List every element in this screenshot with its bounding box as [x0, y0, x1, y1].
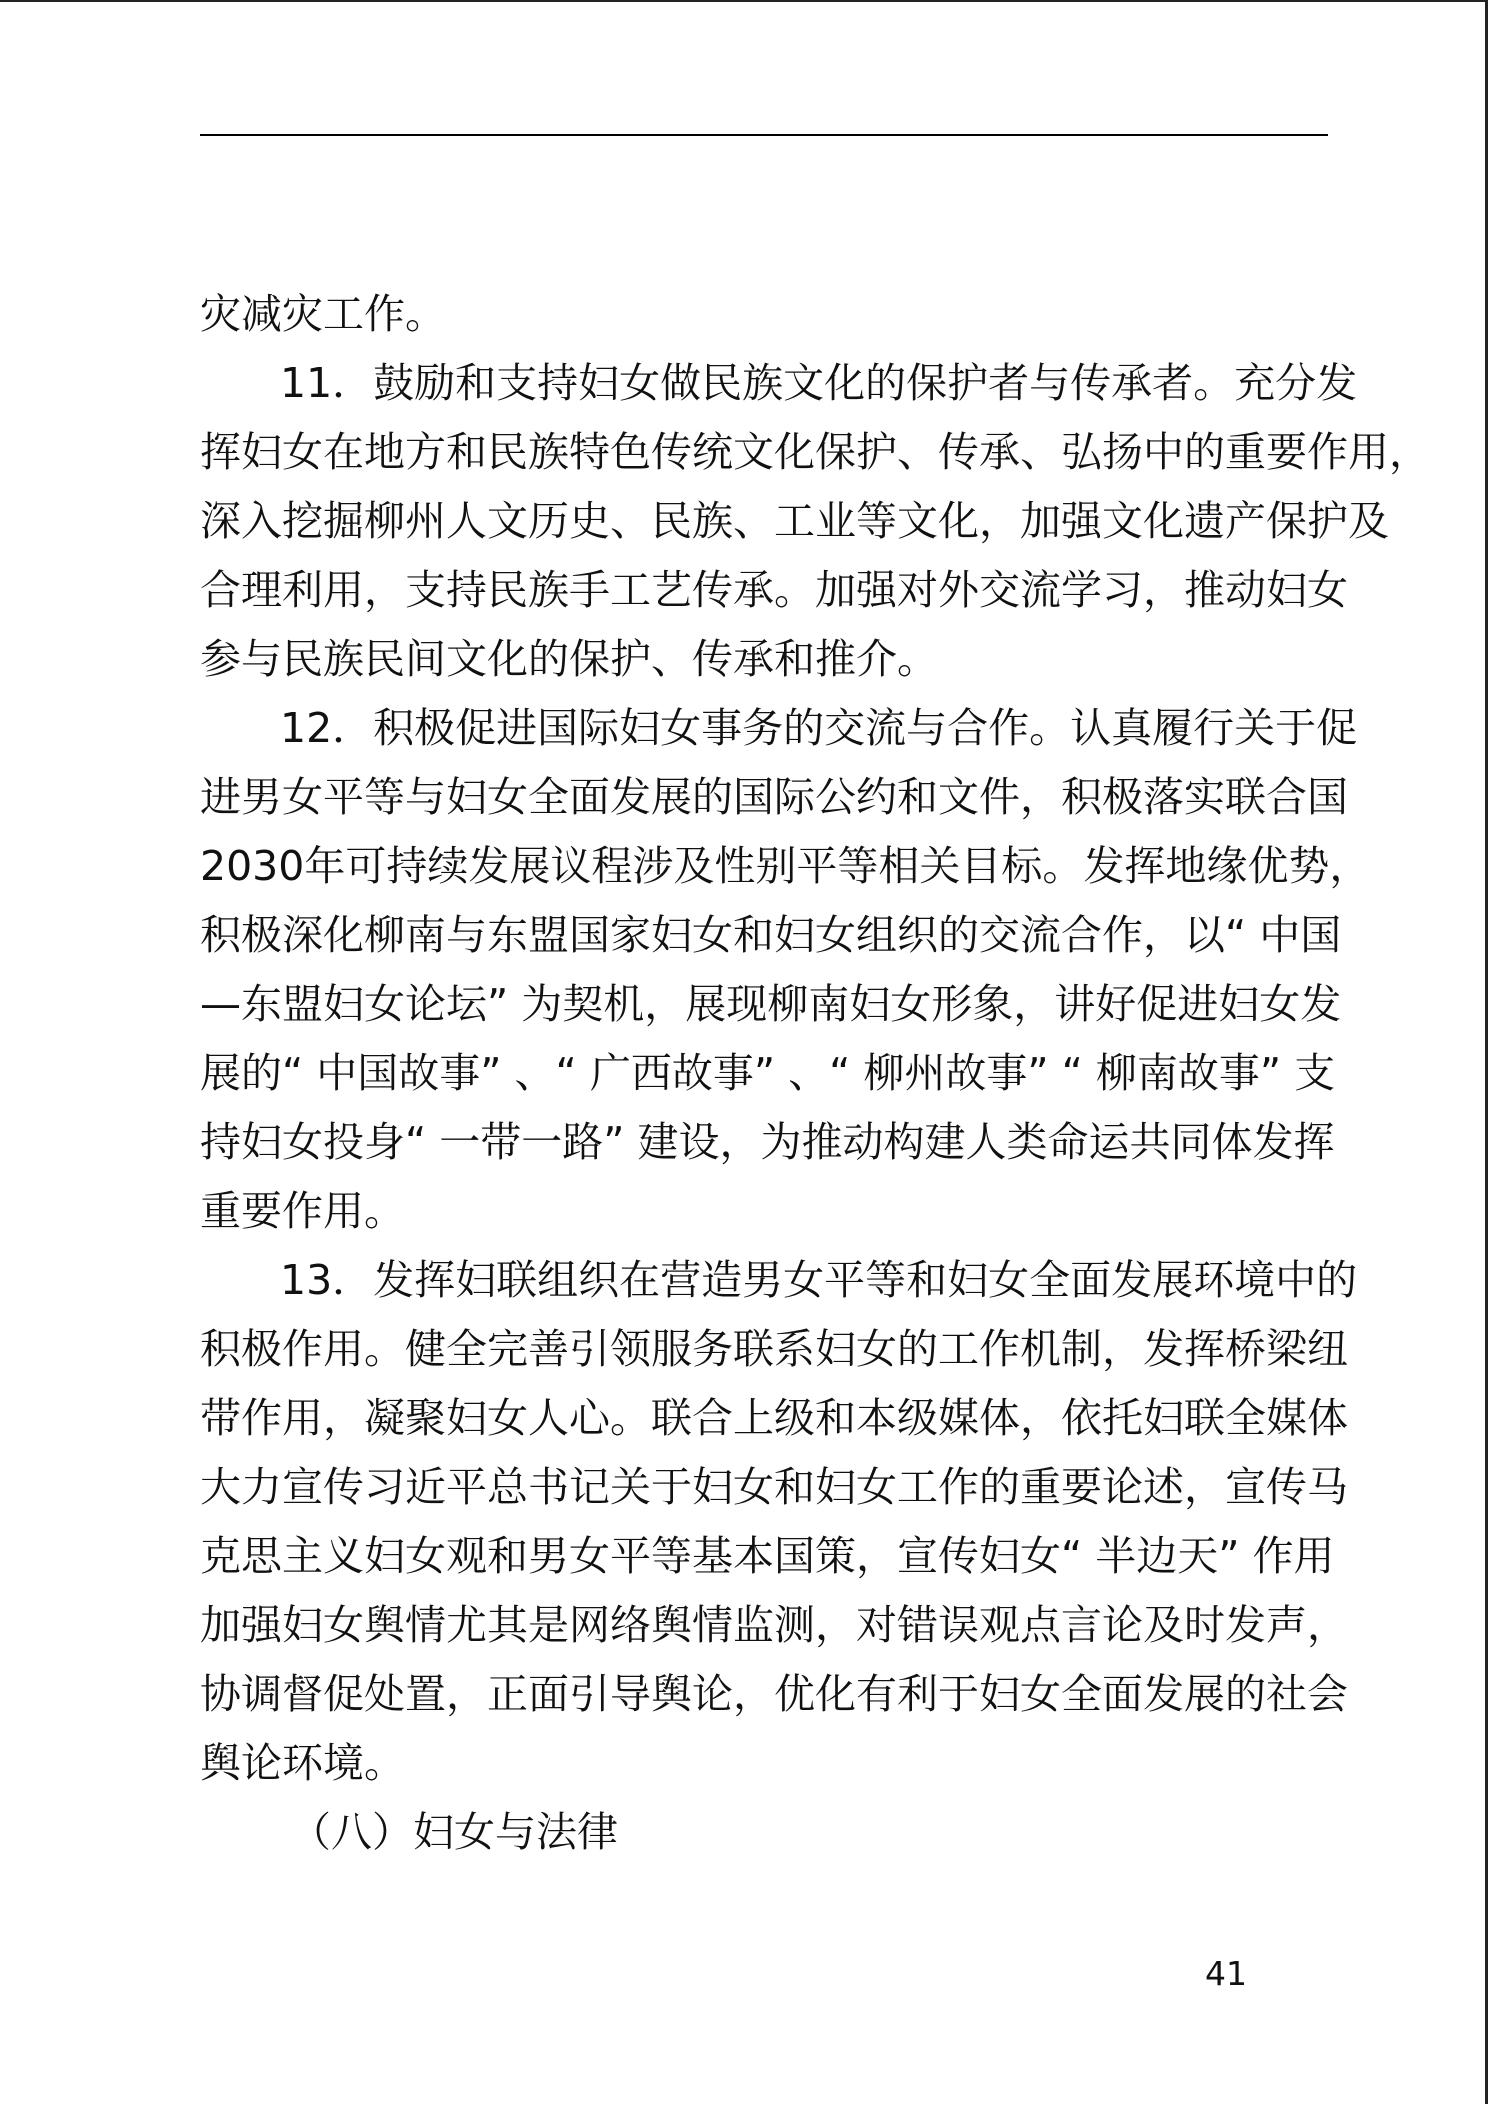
section-heading: （八）妇女与法律 [290, 1808, 618, 1856]
paragraph-line: 合理利用，支持民族手工艺传承。加强对外交流学习，推动妇女 [200, 566, 1348, 614]
paragraph-line: 带作用，凝聚妇女人心。联合上级和本级媒体，依托妇联全媒体 [200, 1394, 1348, 1442]
paragraph-line: 展的“ 中国故事” 、“ 广西故事” 、“ 柳州故事” “ 柳南故事” 支 [200, 1049, 1336, 1097]
paragraph-line: 舆论环境。 [200, 1739, 405, 1787]
paragraph-line: 克思主义妇女观和男女平等基本国策，宣传妇女“ 半边天” 作用 [200, 1532, 1335, 1580]
paragraph-line: 11．鼓励和支持妇女做民族文化的保护者与传承者。充分发 [280, 359, 1358, 407]
paragraph-line: 灾减灾工作。 [200, 290, 446, 338]
body-text [200, 280, 1430, 1867]
page-number: 41 [1205, 1954, 1247, 1993]
paragraph-line: 积极深化柳南与东盟国家妇女和妇女组织的交流合作，以“ 中国 [200, 911, 1342, 959]
paragraph-line: 2030年可持续发展议程涉及性别平等相关目标。发挥地缘优势， [200, 842, 1371, 890]
paragraph-line: 协调督促处置，正面引导舆论，优化有利于妇女全面发展的社会 [200, 1670, 1348, 1718]
paragraph-line: 持妇女投身“ 一带一路” 建设，为推动构建人类命运共同体发挥 [200, 1118, 1335, 1166]
header-rule [200, 134, 1328, 136]
paragraph-line: 12．积极促进国际妇女事务的交流与合作。认真履行关于促 [280, 704, 1358, 752]
paragraph-line: 参与民族民间文化的保护、传承和推介。 [200, 635, 938, 683]
paragraph-line: 加强妇女舆情尤其是网络舆情监测，对错误观点言论及时发声， [200, 1601, 1348, 1649]
paragraph-line: 挥妇女在地方和民族特色传统文化保护、传承、弘扬中的重要作用， [200, 428, 1430, 476]
paragraph-line: 积极作用。健全完善引领服务联系妇女的工作机制，发挥桥梁纽 [200, 1325, 1348, 1373]
paragraph-line: 进男女平等与妇女全面发展的国际公约和文件，积极落实联合国 [200, 773, 1348, 821]
paragraph-line: 13．发挥妇联组织在营造男女平等和妇女全面发展环境中的 [280, 1256, 1358, 1304]
paragraph-line: 大力宣传习近平总书记关于妇女和妇女工作的重要论述，宣传马 [200, 1463, 1348, 1511]
paragraph-line: 重要作用。 [200, 1187, 405, 1235]
paragraph-line: 深入挖掘柳州人文历史、民族、工业等文化，加强文化遗产保护及 [200, 497, 1389, 545]
paragraph-line: —东盟妇女论坛” 为契机，展现柳南妇女形象，讲好促进妇女发 [200, 980, 1342, 1028]
